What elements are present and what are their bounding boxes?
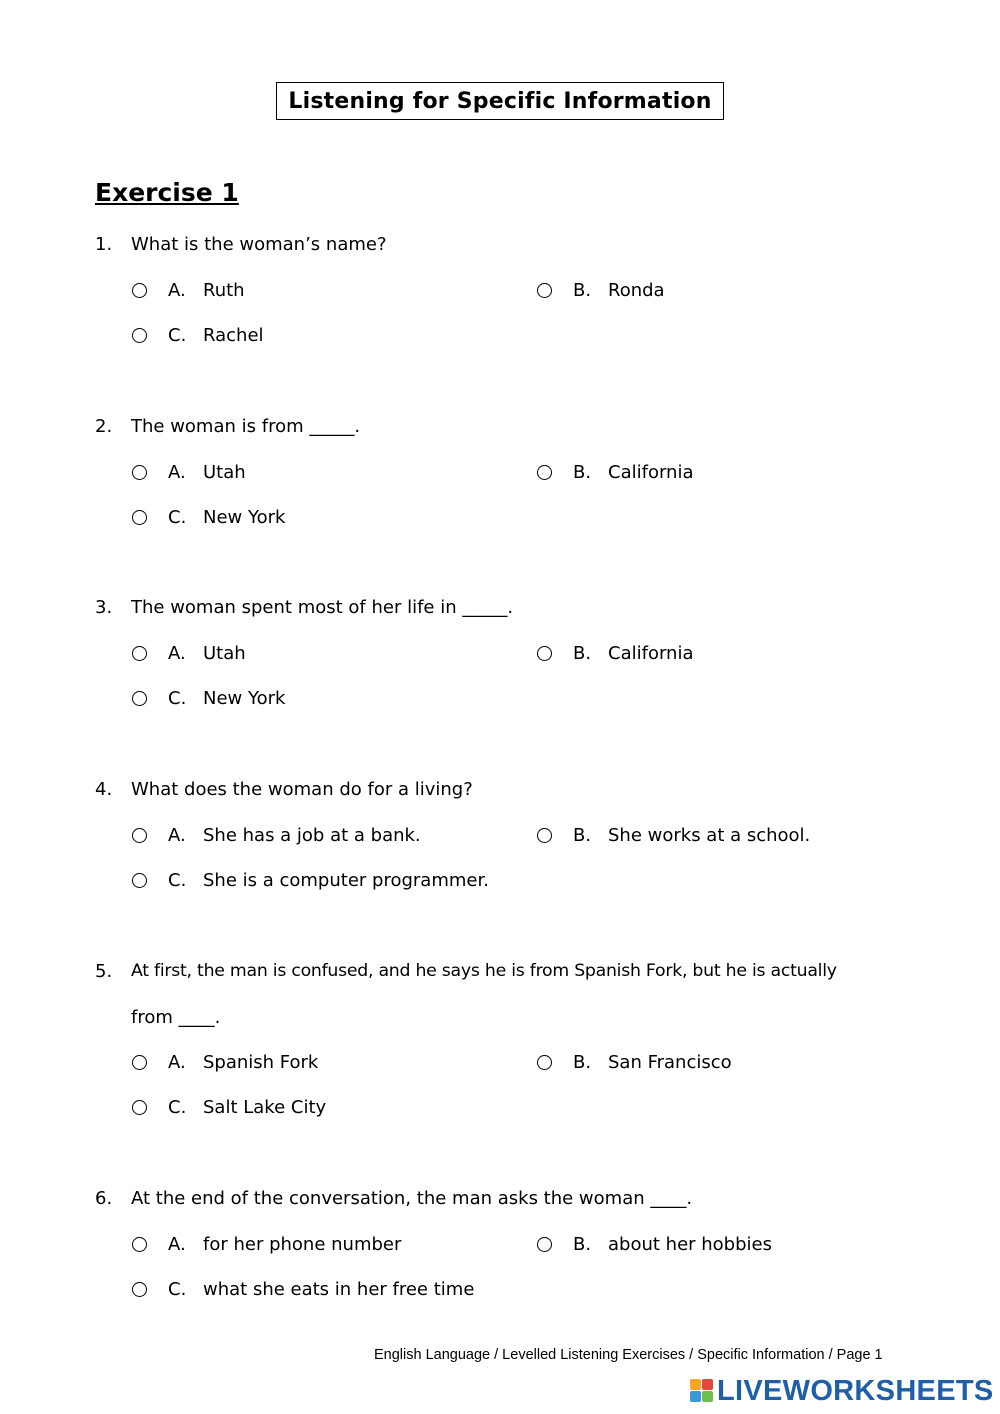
question-text-line-2: from ____.	[131, 1007, 221, 1028]
radio-button[interactable]	[132, 646, 147, 661]
option-text: Spanish Fork	[203, 1052, 319, 1073]
option-text: what she eats in her free time	[203, 1279, 475, 1300]
option-text: for her phone number	[203, 1234, 402, 1255]
option-text: She has a job at a bank.	[203, 825, 421, 846]
option-text: Salt Lake City	[203, 1097, 327, 1118]
option-letter: B.	[573, 1234, 592, 1255]
option-letter: A.	[168, 1234, 186, 1255]
page-footer: English Language / Levelled Listening Exercises / Specific Information / Page 1	[374, 1347, 883, 1363]
option-letter: B.	[573, 825, 592, 846]
option-letter: C.	[168, 870, 187, 891]
option-text: California	[608, 462, 694, 483]
option-text: about her hobbies	[608, 1234, 772, 1255]
exercise-heading: Exercise 1	[95, 178, 239, 207]
radio-button[interactable]	[132, 465, 147, 480]
question-text: The woman spent most of her life in _____.	[131, 597, 514, 618]
radio-button[interactable]	[132, 1282, 147, 1297]
question-text: What is the woman’s name?	[131, 234, 387, 255]
radio-button[interactable]	[132, 873, 147, 888]
radio-button[interactable]	[132, 1100, 147, 1115]
logo-block-red	[702, 1379, 713, 1390]
option-text: She works at a school.	[608, 825, 811, 846]
logo-block-blue	[690, 1391, 701, 1402]
option-letter: C.	[168, 1097, 187, 1118]
option-text: Utah	[203, 462, 246, 483]
radio-button[interactable]	[132, 691, 147, 706]
liveworksheets-wordmark: LIVEWORKSHEETS	[717, 1374, 994, 1407]
radio-button[interactable]	[537, 283, 552, 298]
page-title: Listening for Specific Information	[276, 82, 724, 120]
radio-button[interactable]	[537, 1055, 552, 1070]
question-number: 1.	[95, 234, 113, 255]
option-text: Utah	[203, 643, 246, 664]
liveworksheets-blocks-icon	[690, 1379, 714, 1403]
option-letter: A.	[168, 643, 186, 664]
radio-button[interactable]	[132, 1055, 147, 1070]
question-text-line-1: At first, the man is confused, and he says he is from Spanish Fork, but he is actually	[131, 961, 837, 981]
radio-button[interactable]	[132, 1237, 147, 1252]
option-letter: B.	[573, 280, 592, 301]
option-text: Ruth	[203, 280, 245, 301]
radio-button[interactable]	[132, 510, 147, 525]
option-text: New York	[203, 688, 286, 709]
question-text: The woman is from _____.	[131, 416, 361, 437]
question-number: 3.	[95, 597, 113, 618]
option-letter: B.	[573, 462, 592, 483]
option-letter: C.	[168, 688, 187, 709]
option-letter: B.	[573, 1052, 592, 1073]
radio-button[interactable]	[537, 1237, 552, 1252]
option-text: New York	[203, 507, 286, 528]
option-letter: A.	[168, 1052, 186, 1073]
question-number: 6.	[95, 1188, 113, 1209]
option-letter: A.	[168, 462, 186, 483]
question-number: 4.	[95, 779, 113, 800]
option-text: California	[608, 643, 694, 664]
radio-button[interactable]	[132, 828, 147, 843]
question-text: At the end of the conversation, the man asks the woman ____.	[131, 1188, 693, 1209]
option-letter: A.	[168, 280, 186, 301]
option-letter: B.	[573, 643, 592, 664]
question-number: 5.	[95, 961, 113, 982]
option-letter: A.	[168, 825, 186, 846]
option-text: She is a computer programmer.	[203, 870, 489, 891]
radio-button[interactable]	[537, 828, 552, 843]
option-letter: C.	[168, 1279, 187, 1300]
question-number: 2.	[95, 416, 113, 437]
radio-button[interactable]	[132, 328, 147, 343]
question-text: What does the woman do for a living?	[131, 779, 473, 800]
option-text: San Francisco	[608, 1052, 732, 1073]
option-text: Ronda	[608, 280, 665, 301]
option-text: Rachel	[203, 325, 264, 346]
radio-button[interactable]	[537, 465, 552, 480]
option-letter: C.	[168, 325, 187, 346]
liveworksheets-logo	[690, 1374, 994, 1408]
option-letter: C.	[168, 507, 187, 528]
radio-button[interactable]	[132, 283, 147, 298]
radio-button[interactable]	[537, 646, 552, 661]
logo-block-orange	[690, 1379, 701, 1390]
logo-block-green	[702, 1391, 713, 1402]
